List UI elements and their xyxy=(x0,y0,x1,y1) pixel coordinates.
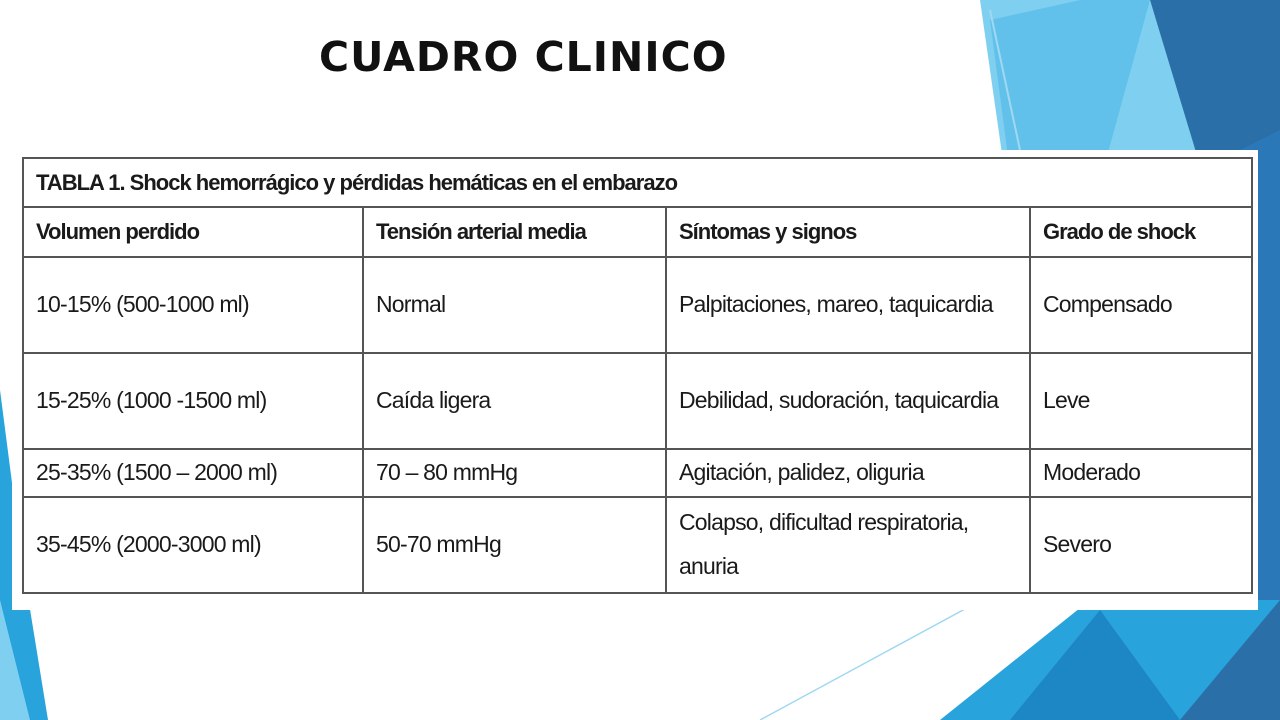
table-row xyxy=(23,497,1252,593)
table-cell: Palpitaciones, mareo, taquicardia xyxy=(666,257,1030,353)
table-image-frame xyxy=(12,150,1258,610)
table-cell: Severo xyxy=(1030,497,1252,593)
table-cell: Moderado xyxy=(1030,449,1252,497)
table-cell: 15-25% (1000 -1500 ml) xyxy=(23,353,363,449)
table-cell: Normal xyxy=(363,257,666,353)
table-cell: 70 – 80 mmHg xyxy=(363,449,666,497)
table-cell: Colapso, dificultad respiratoria, anuria xyxy=(666,497,1030,593)
table-cell: 25-35% (1500 – 2000 ml) xyxy=(23,449,363,497)
slide-title: CUADRO CLINICO xyxy=(319,33,728,81)
table-row xyxy=(23,257,1252,353)
table-header-row xyxy=(23,207,1252,257)
table-row xyxy=(23,353,1252,449)
table-cell: Agitación, palidez, oliguria xyxy=(666,449,1030,497)
column-header: Tensión arterial media xyxy=(363,207,666,257)
table-cell: Caída ligera xyxy=(363,353,666,449)
table-row xyxy=(23,449,1252,497)
column-header: Síntomas y signos xyxy=(666,207,1030,257)
table-cell: 10-15% (500-1000 ml) xyxy=(23,257,363,353)
shock-table xyxy=(22,157,1253,594)
column-header: Grado de shock xyxy=(1030,207,1252,257)
table-cell: Leve xyxy=(1030,353,1252,449)
table-cell: Debilidad, sudoración, taquicardia xyxy=(666,353,1030,449)
column-header: Volumen perdido xyxy=(23,207,363,257)
table-cell: 35-45% (2000-3000 ml) xyxy=(23,497,363,593)
table-cell: 50-70 mmHg xyxy=(363,497,666,593)
table-cell: Compensado xyxy=(1030,257,1252,353)
table-caption: TABLA 1. Shock hemorrágico y pérdidas hemáticas en el embarazo xyxy=(23,158,1252,207)
